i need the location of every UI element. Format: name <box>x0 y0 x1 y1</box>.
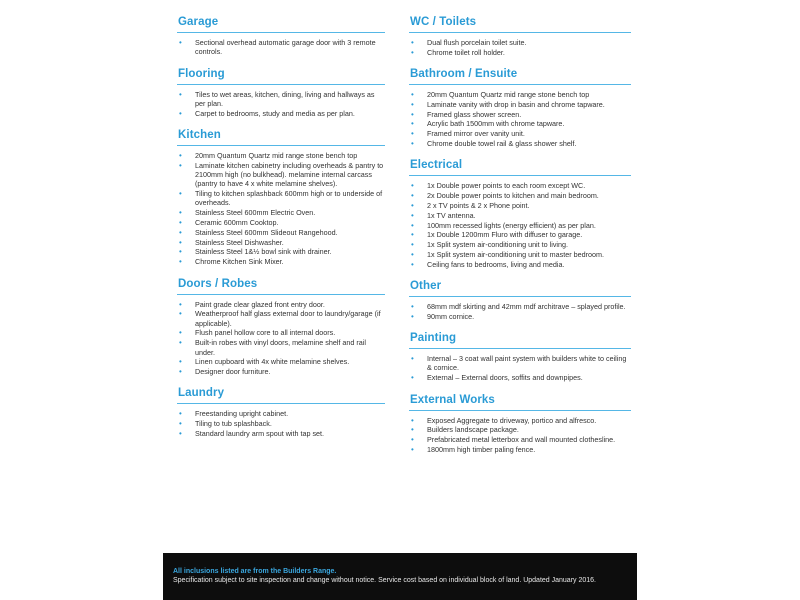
list-item-text: 1x Split system air-conditioning unit to living. <box>427 240 569 250</box>
list-item <box>177 151 385 160</box>
list-item <box>177 309 385 328</box>
list-item-text: Sectional overhead automatic garage door with 3 remote controls. <box>195 38 376 57</box>
footer-disclaimer: Specification subject to site inspection and change without notice. Service cost based on individual block of land. Updated January 2016. <box>173 577 596 584</box>
inclusion-list <box>409 354 631 382</box>
list-item <box>409 445 631 454</box>
section-wc-toilets <box>409 16 631 57</box>
list-item-text: Ceramic 600mm Cooktop. <box>195 218 279 228</box>
list-item <box>409 416 631 425</box>
section-title: Other <box>410 280 442 293</box>
list-item-text: Stainless Steel 600mm Electric Oven. <box>195 208 316 218</box>
list-item <box>409 221 631 230</box>
list-item-text: 1x TV antenna. <box>427 210 476 220</box>
inclusion-list <box>409 181 631 269</box>
list-item <box>177 338 385 357</box>
section-title: Doors / Robes <box>178 277 258 290</box>
bullet-icon: • <box>411 415 414 425</box>
bullet-icon: • <box>411 373 414 383</box>
list-item-text: External – External doors, soffits and downpipes. <box>427 373 583 383</box>
bullet-icon: • <box>179 328 182 338</box>
list-item-text: 1800mm high timber paling fence. <box>427 444 536 454</box>
list-item <box>177 247 385 256</box>
bullet-icon: • <box>179 108 182 118</box>
section-electrical <box>409 159 631 269</box>
section-divider <box>409 84 631 85</box>
left-column <box>177 10 385 449</box>
bullet-icon: • <box>411 444 414 454</box>
section-divider <box>409 32 631 33</box>
section-divider <box>177 32 385 33</box>
list-item <box>409 119 631 128</box>
inclusion-list <box>177 90 385 118</box>
bullet-icon: • <box>179 218 182 228</box>
list-item-text: 1x Double power points to each room except WC. <box>427 181 586 191</box>
list-item <box>409 211 631 220</box>
section-garage <box>177 16 385 57</box>
bullet-icon: • <box>411 435 414 445</box>
bullet-icon: • <box>411 129 414 139</box>
bullet-icon: • <box>411 240 414 250</box>
section-divider <box>409 175 631 176</box>
bullet-icon: • <box>411 181 414 191</box>
section-divider <box>409 348 631 349</box>
list-item-text: Freestanding upright cabinet. <box>195 409 289 419</box>
section-flooring <box>177 68 385 118</box>
bullet-icon: • <box>179 257 182 267</box>
list-item <box>409 312 631 321</box>
list-item <box>177 109 385 118</box>
section-title: Flooring <box>178 67 225 80</box>
bullet-icon: • <box>411 230 414 240</box>
list-item <box>409 90 631 99</box>
bullet-icon: • <box>411 139 414 149</box>
list-item <box>409 250 631 259</box>
bullet-icon: • <box>411 200 414 210</box>
list-item-text: Prefabricated metal letterbox and wall mounted clothesline. <box>427 435 616 445</box>
bullet-icon: • <box>411 191 414 201</box>
bullet-icon: • <box>411 47 414 57</box>
list-item <box>409 435 631 444</box>
list-item-text: Dual flush porcelain toilet suite. <box>427 38 527 47</box>
list-item-text: Standard laundry arm spout with tap set. <box>195 429 325 439</box>
list-item <box>177 189 385 208</box>
list-item-text: Chrome double towel rail & glass shower shelf. <box>427 139 577 149</box>
section-laundry <box>177 387 385 438</box>
list-item <box>177 357 385 366</box>
list-item <box>177 409 385 418</box>
section-divider <box>177 294 385 295</box>
list-item-text: Framed glass shower screen. <box>427 109 522 119</box>
bullet-icon: • <box>411 354 414 364</box>
bullet-icon: • <box>411 425 414 435</box>
list-item-text: Stainless Steel 600mm Slideout Rangehood. <box>195 227 338 237</box>
list-item <box>177 419 385 428</box>
section-kitchen <box>177 129 385 267</box>
inclusion-list <box>177 151 385 267</box>
list-item <box>177 367 385 376</box>
list-item-text: Chrome Kitchen Sink Mixer. <box>195 257 284 267</box>
list-item-text: Builders landscape package. <box>427 425 519 435</box>
list-item-text: Exposed Aggregate to driveway, portico and alfresco. <box>427 415 597 425</box>
bullet-icon: • <box>411 220 414 230</box>
list-item <box>177 238 385 247</box>
bullet-icon: • <box>179 367 182 377</box>
section-title: Painting <box>410 332 457 345</box>
inclusion-list <box>177 38 385 57</box>
bullet-icon: • <box>411 90 414 100</box>
list-item-text: Carpet to bedrooms, study and media as per plan. <box>195 108 355 118</box>
list-item <box>409 260 631 269</box>
footer-range-note: All inclusions listed are from the Builders Range. <box>173 568 337 575</box>
bullet-icon: • <box>179 150 182 160</box>
list-item-text: Laminate vanity with drop in basin and chrome tapware. <box>427 99 605 109</box>
inclusions-sheet <box>163 0 637 600</box>
section-title: Laundry <box>178 387 225 400</box>
list-item <box>409 425 631 434</box>
section-divider <box>177 145 385 146</box>
list-item <box>409 181 631 190</box>
inclusion-list <box>177 300 385 377</box>
bullet-icon: • <box>179 237 182 247</box>
bullet-icon: • <box>179 357 182 367</box>
list-item-text: Stainless Steel 1&½ bowl sink with drainer. <box>195 247 332 257</box>
list-item-text: Acrylic bath 1500mm with chrome tapware. <box>427 119 565 129</box>
section-title: Bathroom / Ensuite <box>410 68 518 81</box>
list-item <box>409 129 631 138</box>
inclusion-list <box>409 416 631 455</box>
bullet-icon: • <box>179 419 182 429</box>
list-item-text: 1x Double 1200mm Fluro with diffuser to garage. <box>427 230 583 240</box>
list-item-text: Stainless Steel Dishwasher. <box>195 237 284 247</box>
list-item-text: Chrome toilet roll holder. <box>427 47 505 57</box>
list-item <box>177 429 385 438</box>
list-item-text: 68mm mdf skirting and 42mm mdf architrave – splayed profile. <box>427 302 626 312</box>
inclusion-list <box>409 90 631 148</box>
section-external-works <box>409 394 631 455</box>
bullet-icon: • <box>411 311 414 321</box>
list-item <box>409 48 631 57</box>
list-item <box>409 139 631 148</box>
bullet-icon: • <box>411 38 414 47</box>
list-item <box>177 161 385 189</box>
section-title: Kitchen <box>178 128 221 141</box>
list-item <box>177 38 385 57</box>
list-item-text: Tiles to wet areas, kitchen, dining, living and hallways as per plan. <box>195 89 375 108</box>
list-item-text: Laminate kitchen cabinetry including overheads & pantry to 2100mm high (no bulkhead). melamine internal carcass (pantry to have 4 x white melamine shelves). <box>195 160 384 189</box>
list-item-text: Flush panel hollow core to all internal doors. <box>195 328 336 338</box>
inclusion-list <box>409 38 631 57</box>
list-item <box>177 228 385 237</box>
section-title: Electrical <box>410 159 463 172</box>
list-item-text: Framed mirror over vanity unit. <box>427 129 525 139</box>
bullet-icon: • <box>179 338 182 348</box>
list-item <box>177 90 385 109</box>
list-item <box>409 354 631 373</box>
list-item-text: Weatherproof half glass external door to laundry/garage (if applicable). <box>195 309 381 328</box>
list-item-text: Internal – 3 coat wall paint system with builders white to ceiling & cornice. <box>427 354 627 373</box>
list-item-text: Tiling to kitchen splashback 600mm high or to underside of overheads. <box>195 189 383 208</box>
bullet-icon: • <box>179 189 182 199</box>
bullet-icon: • <box>179 409 182 419</box>
bullet-icon: • <box>179 160 182 170</box>
list-item-text: 2 x TV points & 2 x Phone point. <box>427 200 530 210</box>
right-column <box>409 10 631 465</box>
list-item <box>409 240 631 249</box>
list-item <box>177 208 385 217</box>
bullet-icon: • <box>411 249 414 259</box>
list-item-text: Built-in robes with vinyl doors, melamine shelf and rail under. <box>195 338 366 357</box>
list-item-text: Designer door furniture. <box>195 367 271 377</box>
section-divider <box>177 403 385 404</box>
list-item <box>409 38 631 47</box>
list-item <box>177 257 385 266</box>
bullet-icon: • <box>411 210 414 220</box>
inclusion-list <box>409 302 631 321</box>
list-item <box>409 110 631 119</box>
list-item <box>177 300 385 309</box>
bullet-icon: • <box>411 109 414 119</box>
list-item-text: Tiling to tub splashback. <box>195 419 272 429</box>
list-item-text: 2x Double power points to kitchen and main bedroom. <box>427 191 599 201</box>
bullet-icon: • <box>179 309 182 319</box>
section-title: Garage <box>178 16 219 28</box>
list-item-text: Paint grade clear glazed front entry door. <box>195 299 325 309</box>
section-other <box>409 280 631 321</box>
bullet-icon: • <box>179 429 182 439</box>
section-painting <box>409 332 631 382</box>
list-item-text: 1x Split system air-conditioning unit to master bedroom. <box>427 249 604 259</box>
bullet-icon: • <box>179 247 182 257</box>
section-bathroom-ensuite <box>409 68 631 148</box>
list-item <box>409 230 631 239</box>
inclusion-list <box>177 409 385 438</box>
bullet-icon: • <box>411 99 414 109</box>
bullet-icon: • <box>179 299 182 309</box>
list-item <box>177 328 385 337</box>
section-title: External Works <box>410 393 495 406</box>
list-item-text: 90mm cornice. <box>427 311 475 321</box>
list-item-text: 100mm recessed lights (energy efficient) as per plan. <box>427 220 596 230</box>
list-item <box>409 302 631 311</box>
bullet-icon: • <box>411 119 414 129</box>
section-doors-robes <box>177 278 385 377</box>
bullet-icon: • <box>179 208 182 218</box>
list-item <box>177 218 385 227</box>
bullet-icon: • <box>179 227 182 237</box>
section-title: WC / Toilets <box>410 16 477 28</box>
bullet-icon: • <box>411 259 414 269</box>
list-item-text: Ceiling fans to bedrooms, living and media. <box>427 259 565 269</box>
section-divider <box>409 410 631 411</box>
section-divider <box>177 84 385 85</box>
list-item <box>409 191 631 200</box>
bullet-icon: • <box>179 38 182 47</box>
bullet-icon: • <box>179 89 182 99</box>
list-item <box>409 201 631 210</box>
list-item-text: Linen cupboard with 4x white melamine shelves. <box>195 357 350 367</box>
bullet-icon: • <box>411 302 414 312</box>
list-item <box>409 100 631 109</box>
list-item-text: 20mm Quantum Quartz mid range stone bench top <box>195 150 358 160</box>
list-item <box>409 373 631 382</box>
footer-bar <box>163 553 637 600</box>
list-item-text: 20mm Quantum Quartz mid range stone bench top <box>427 90 590 100</box>
section-divider <box>409 296 631 297</box>
